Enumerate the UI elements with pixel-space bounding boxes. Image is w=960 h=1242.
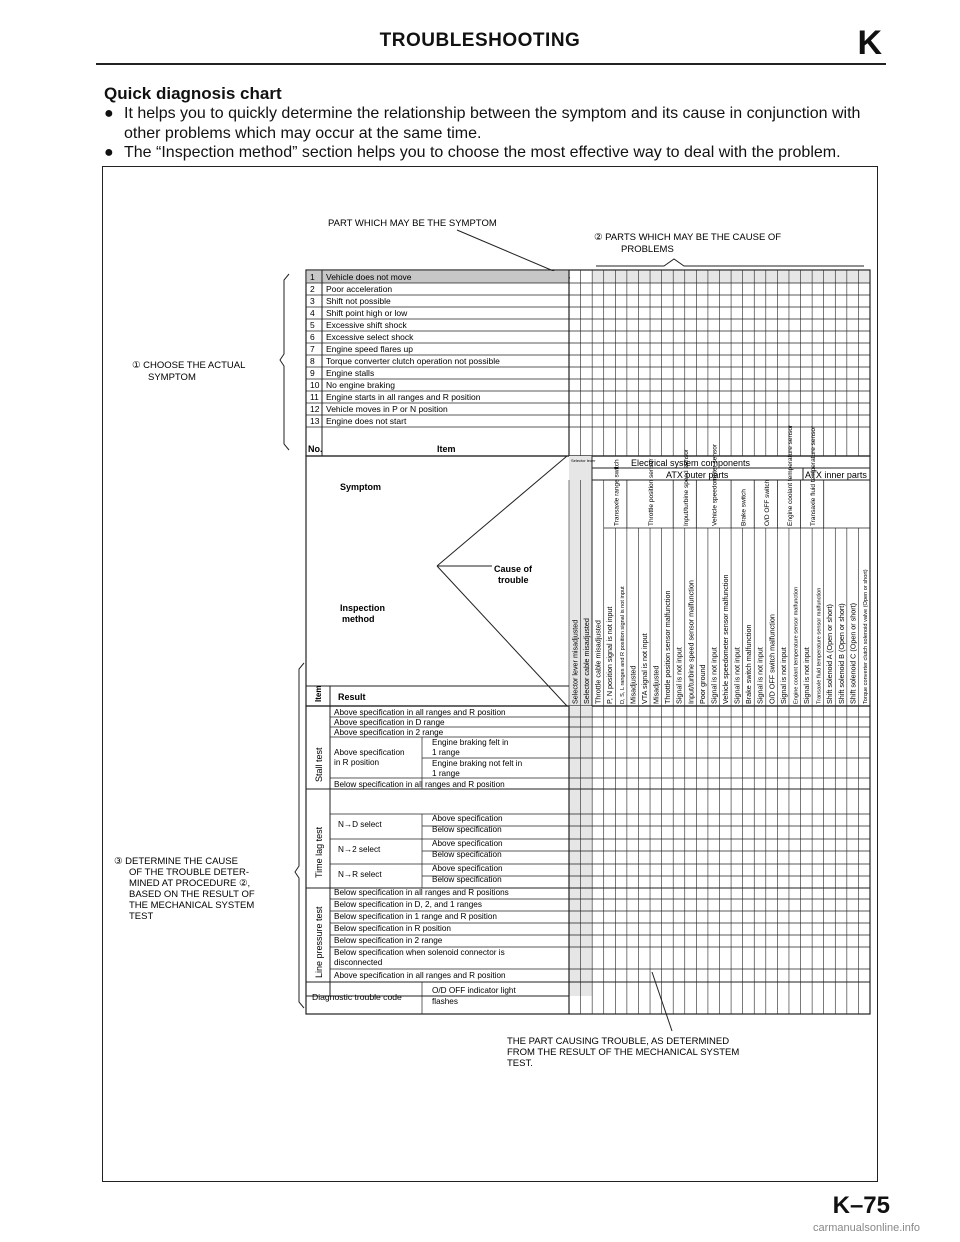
result-text: Above specification in 2 range — [334, 728, 444, 737]
result-text: Above specification in D range — [334, 718, 445, 727]
dtc-label: Diagnostic trouble code — [312, 992, 402, 1002]
cause-header: Poor ground — [697, 664, 707, 704]
symptom-pointer-line — [457, 230, 570, 278]
symptom-label: Excessive shift shock — [326, 320, 407, 330]
result-text: Below specification — [432, 875, 502, 884]
cause-header: Selector cable misadjusted — [582, 618, 592, 704]
symptom-number: 5 — [310, 320, 315, 330]
result-text: Engine braking not felt in — [432, 759, 523, 768]
intro-bullet-text: It helps you to quickly determine the relationship between the symptom and its cause in conjunction with other problems which may occur at the same time. — [124, 105, 861, 142]
symptom-label: Torque converter clutch operation not possible — [326, 356, 500, 366]
cause-header: O/D OFF switch malfunction — [767, 614, 777, 704]
result-text: N→2 select — [338, 845, 381, 854]
result-text: Below specification in 1 range and R position — [334, 912, 497, 921]
component-header: Transaxle range switch — [613, 459, 621, 526]
stall-test-rows — [334, 708, 523, 789]
component-header: Vehicle speedometer sensor — [711, 443, 719, 526]
cause-header: Shift solenoid A (Open or short) — [825, 604, 835, 704]
atx-inner-header: ATX inner parts — [805, 470, 867, 480]
symptom-corner-label: Symptom — [340, 482, 382, 492]
cause-part-label-2: PROBLEMS — [621, 244, 674, 255]
inspection-corner-label: Inspection — [340, 603, 386, 613]
line-pressure-test-label: Line pressure test — [314, 906, 324, 978]
cause-header: Brake switch malfunction — [744, 624, 754, 704]
cause-header: Vehicle speedometer sensor malfunction — [721, 574, 730, 704]
result-text: Below specification in all ranges and R position — [334, 780, 505, 789]
quick-diagnosis-chart — [102, 166, 878, 1182]
cause-header: VTA signal is not input — [639, 633, 649, 704]
dtc-value-2: flashes — [432, 997, 458, 1006]
result-text: Below specification in all ranges and R positions — [334, 888, 509, 897]
cause-header: Signal is not input — [802, 647, 812, 704]
result-text: Below specification — [432, 850, 502, 859]
component-header: Input/turbine speed sensor — [682, 449, 690, 526]
time-lag-test-label: Time lag test — [314, 826, 324, 878]
symptom-number: 10 — [310, 380, 320, 390]
item-header: Item — [437, 444, 456, 454]
no-header: No. — [308, 444, 323, 454]
result-text: Below specification in D, 2, and 1 ranges — [334, 900, 482, 909]
result-text: Above specification — [432, 864, 503, 873]
symptom-label: Excessive select shock — [326, 332, 414, 342]
component-header: Transaxle fluid temperature sensor — [810, 425, 818, 526]
section-letter: K — [857, 24, 882, 62]
result-header: Result — [338, 692, 366, 702]
section-heading: Quick diagnosis chart — [104, 84, 282, 103]
symptom-number: 1 — [310, 272, 315, 282]
determine-line: TEST — [129, 911, 154, 922]
inspection-corner-label-2: method — [342, 614, 375, 624]
component-header: Throttle position sensor — [648, 458, 656, 526]
result-text: Above specification in all ranges and R position — [334, 971, 506, 980]
page-title: TROUBLESHOOTING — [379, 30, 581, 51]
component-header: Brake switch — [740, 489, 748, 526]
cause-brace — [596, 259, 864, 266]
symptom-grid — [569, 270, 870, 456]
electrical-header: Electrical system components — [631, 458, 751, 468]
result-text: Above specification — [432, 839, 503, 848]
symptom-label: Vehicle moves in P or N position — [326, 404, 448, 414]
part-causing-line: THE PART CAUSING TROUBLE, AS DETERMINED — [507, 1036, 730, 1047]
component-header: O/D OFF switch — [763, 479, 771, 526]
symptom-label: Poor acceleration — [326, 284, 393, 294]
inspection-table — [306, 706, 870, 1014]
choose-symptom-label: ① CHOOSE THE ACTUAL — [132, 360, 246, 371]
result-text: N→R select — [338, 870, 382, 879]
time-lag-rows — [338, 814, 503, 884]
result-text: Above specification in all ranges and R position — [334, 708, 506, 717]
determine-line: BASED ON THE RESULT OF — [129, 889, 255, 900]
line-pressure-rows — [334, 888, 509, 980]
symptom-number: 2 — [310, 284, 315, 294]
symptom-part-label: PART WHICH MAY BE THE SYMPTOM — [328, 218, 497, 229]
result-text: Above specification — [432, 814, 503, 823]
symptom-number: 9 — [310, 368, 315, 378]
header-rule — [96, 63, 886, 65]
stall-test-label: Stall test — [314, 747, 324, 782]
determine-line: MINED AT PROCEDURE ②, — [129, 878, 251, 889]
cause-header: Transaxle fluid temperature sensor malfunction — [816, 587, 823, 704]
cause-header: P, N position signal is not input — [605, 606, 615, 704]
intro-bullet-text: The “Inspection method” section helps you to choose the most effective way to deal with the problem. — [124, 144, 841, 161]
dtc-value: O/D OFF indicator light — [432, 986, 516, 995]
choose-symptom-label-2: SYMPTOM — [148, 372, 196, 383]
result-text: 1 range — [432, 748, 460, 757]
symptom-number: 11 — [310, 392, 319, 402]
intro-bullet — [104, 104, 894, 144]
symptom-label: No engine braking — [326, 380, 395, 390]
result-text: N→D select — [338, 820, 382, 829]
watermark-text: carmanualsonline.info — [812, 1222, 920, 1234]
cause-header: Throttle cable misadjusted — [593, 620, 603, 704]
selector-small-label: Selector lever — [571, 458, 596, 463]
header-region — [306, 424, 870, 706]
part-causing-line: FROM THE RESULT OF THE MECHANICAL SYSTEM — [507, 1047, 740, 1058]
symptom-label: Vehicle does not move — [326, 272, 412, 282]
symptom-label: Engine speed flares up — [326, 344, 413, 354]
cause-header: Input/turbine speed sensor malfunction — [686, 580, 696, 704]
cause-header: Signal is not input — [755, 647, 765, 704]
result-text: Below specification — [432, 825, 502, 834]
determine-cause-label — [114, 856, 255, 922]
determine-line: ③ DETERMINE THE CAUSE — [114, 856, 238, 867]
symptom-label: Shift not possible — [326, 296, 391, 306]
symptom-number: 3 — [310, 296, 315, 306]
result-text: Engine braking felt in — [432, 738, 509, 747]
diagonal-line — [437, 566, 567, 706]
inspection-grid — [569, 706, 870, 1014]
cause-header: Engine coolant temperature sensor malfunction — [793, 586, 800, 704]
result-text: 1 range — [432, 769, 460, 778]
result-text: Below specification when solenoid connector is — [334, 948, 505, 957]
cause-header: Throttle position sensor malfunction — [663, 590, 673, 704]
symptom-label: Engine stalls — [326, 368, 375, 378]
symptom-number: 12 — [310, 404, 320, 414]
symptom-label: Shift point high or low — [326, 308, 408, 318]
component-header: Engine coolant temperature sensor — [786, 424, 794, 526]
bullet-dot: ● — [104, 105, 114, 122]
cause-header: Signal is not input — [709, 647, 719, 704]
symptom-label: Engine starts in all ranges and R position — [326, 392, 481, 402]
part-causing-line: TEST. — [507, 1058, 533, 1069]
symptom-label: Engine does not start — [326, 416, 407, 426]
cause-header: Signal is not input — [732, 647, 742, 704]
part-causing-label — [507, 1036, 739, 1069]
cause-header: Torque converter clutch solenoid valve (Open or short) — [862, 569, 869, 704]
determine-line: THE MECHANICAL SYSTEM — [129, 900, 255, 911]
result-text: in R position — [334, 758, 380, 767]
part-causing-pointer — [652, 972, 672, 1031]
diagonal-line — [437, 456, 567, 566]
cause-header: Shift solenoid C (Open or short) — [848, 602, 858, 704]
component-headers — [613, 424, 823, 528]
symptom-number: 13 — [310, 416, 320, 426]
symptom-rows — [306, 272, 870, 427]
symptom-table — [306, 270, 870, 456]
cause-corner-label-2: trouble — [498, 575, 529, 585]
symptom-number: 8 — [310, 356, 315, 366]
cause-header: D, S, L ranges and R position signal is not input — [619, 586, 626, 704]
determine-line: OF THE TROUBLE DETER- — [129, 867, 249, 878]
result-text: Below specification in 2 range — [334, 936, 443, 945]
cause-header: Misadjusted — [628, 665, 638, 704]
cause-header: Shift solenoid B (Open or short) — [836, 603, 846, 704]
cause-corner-label: Cause of — [494, 564, 533, 574]
symptom-number: 4 — [310, 308, 315, 318]
test-brace — [295, 663, 304, 1008]
header-row-shade — [592, 271, 869, 283]
cause-header: Selector lever misadjusted — [570, 619, 580, 704]
page-number: K–75 — [832, 1192, 890, 1219]
item-vertical-label: Item — [314, 685, 323, 702]
result-text: Above specification — [334, 748, 405, 757]
bullet-dot: ● — [104, 144, 114, 161]
symptom-number: 6 — [310, 332, 315, 342]
cause-part-label: ② PARTS WHICH MAY BE THE CAUSE OF — [594, 232, 782, 243]
result-text: Below specification in R position — [334, 924, 451, 933]
atx-outer-header: ATX outer parts — [666, 470, 729, 480]
cause-header: Signal is not input — [674, 647, 684, 704]
cause-header: Signal is not input — [778, 647, 788, 704]
result-text: disconnected — [334, 958, 383, 967]
symptom-brace — [280, 274, 289, 450]
intro-bullet — [104, 143, 894, 163]
cause-header: Misadjusted — [651, 665, 661, 704]
symptom-number: 7 — [310, 344, 315, 354]
